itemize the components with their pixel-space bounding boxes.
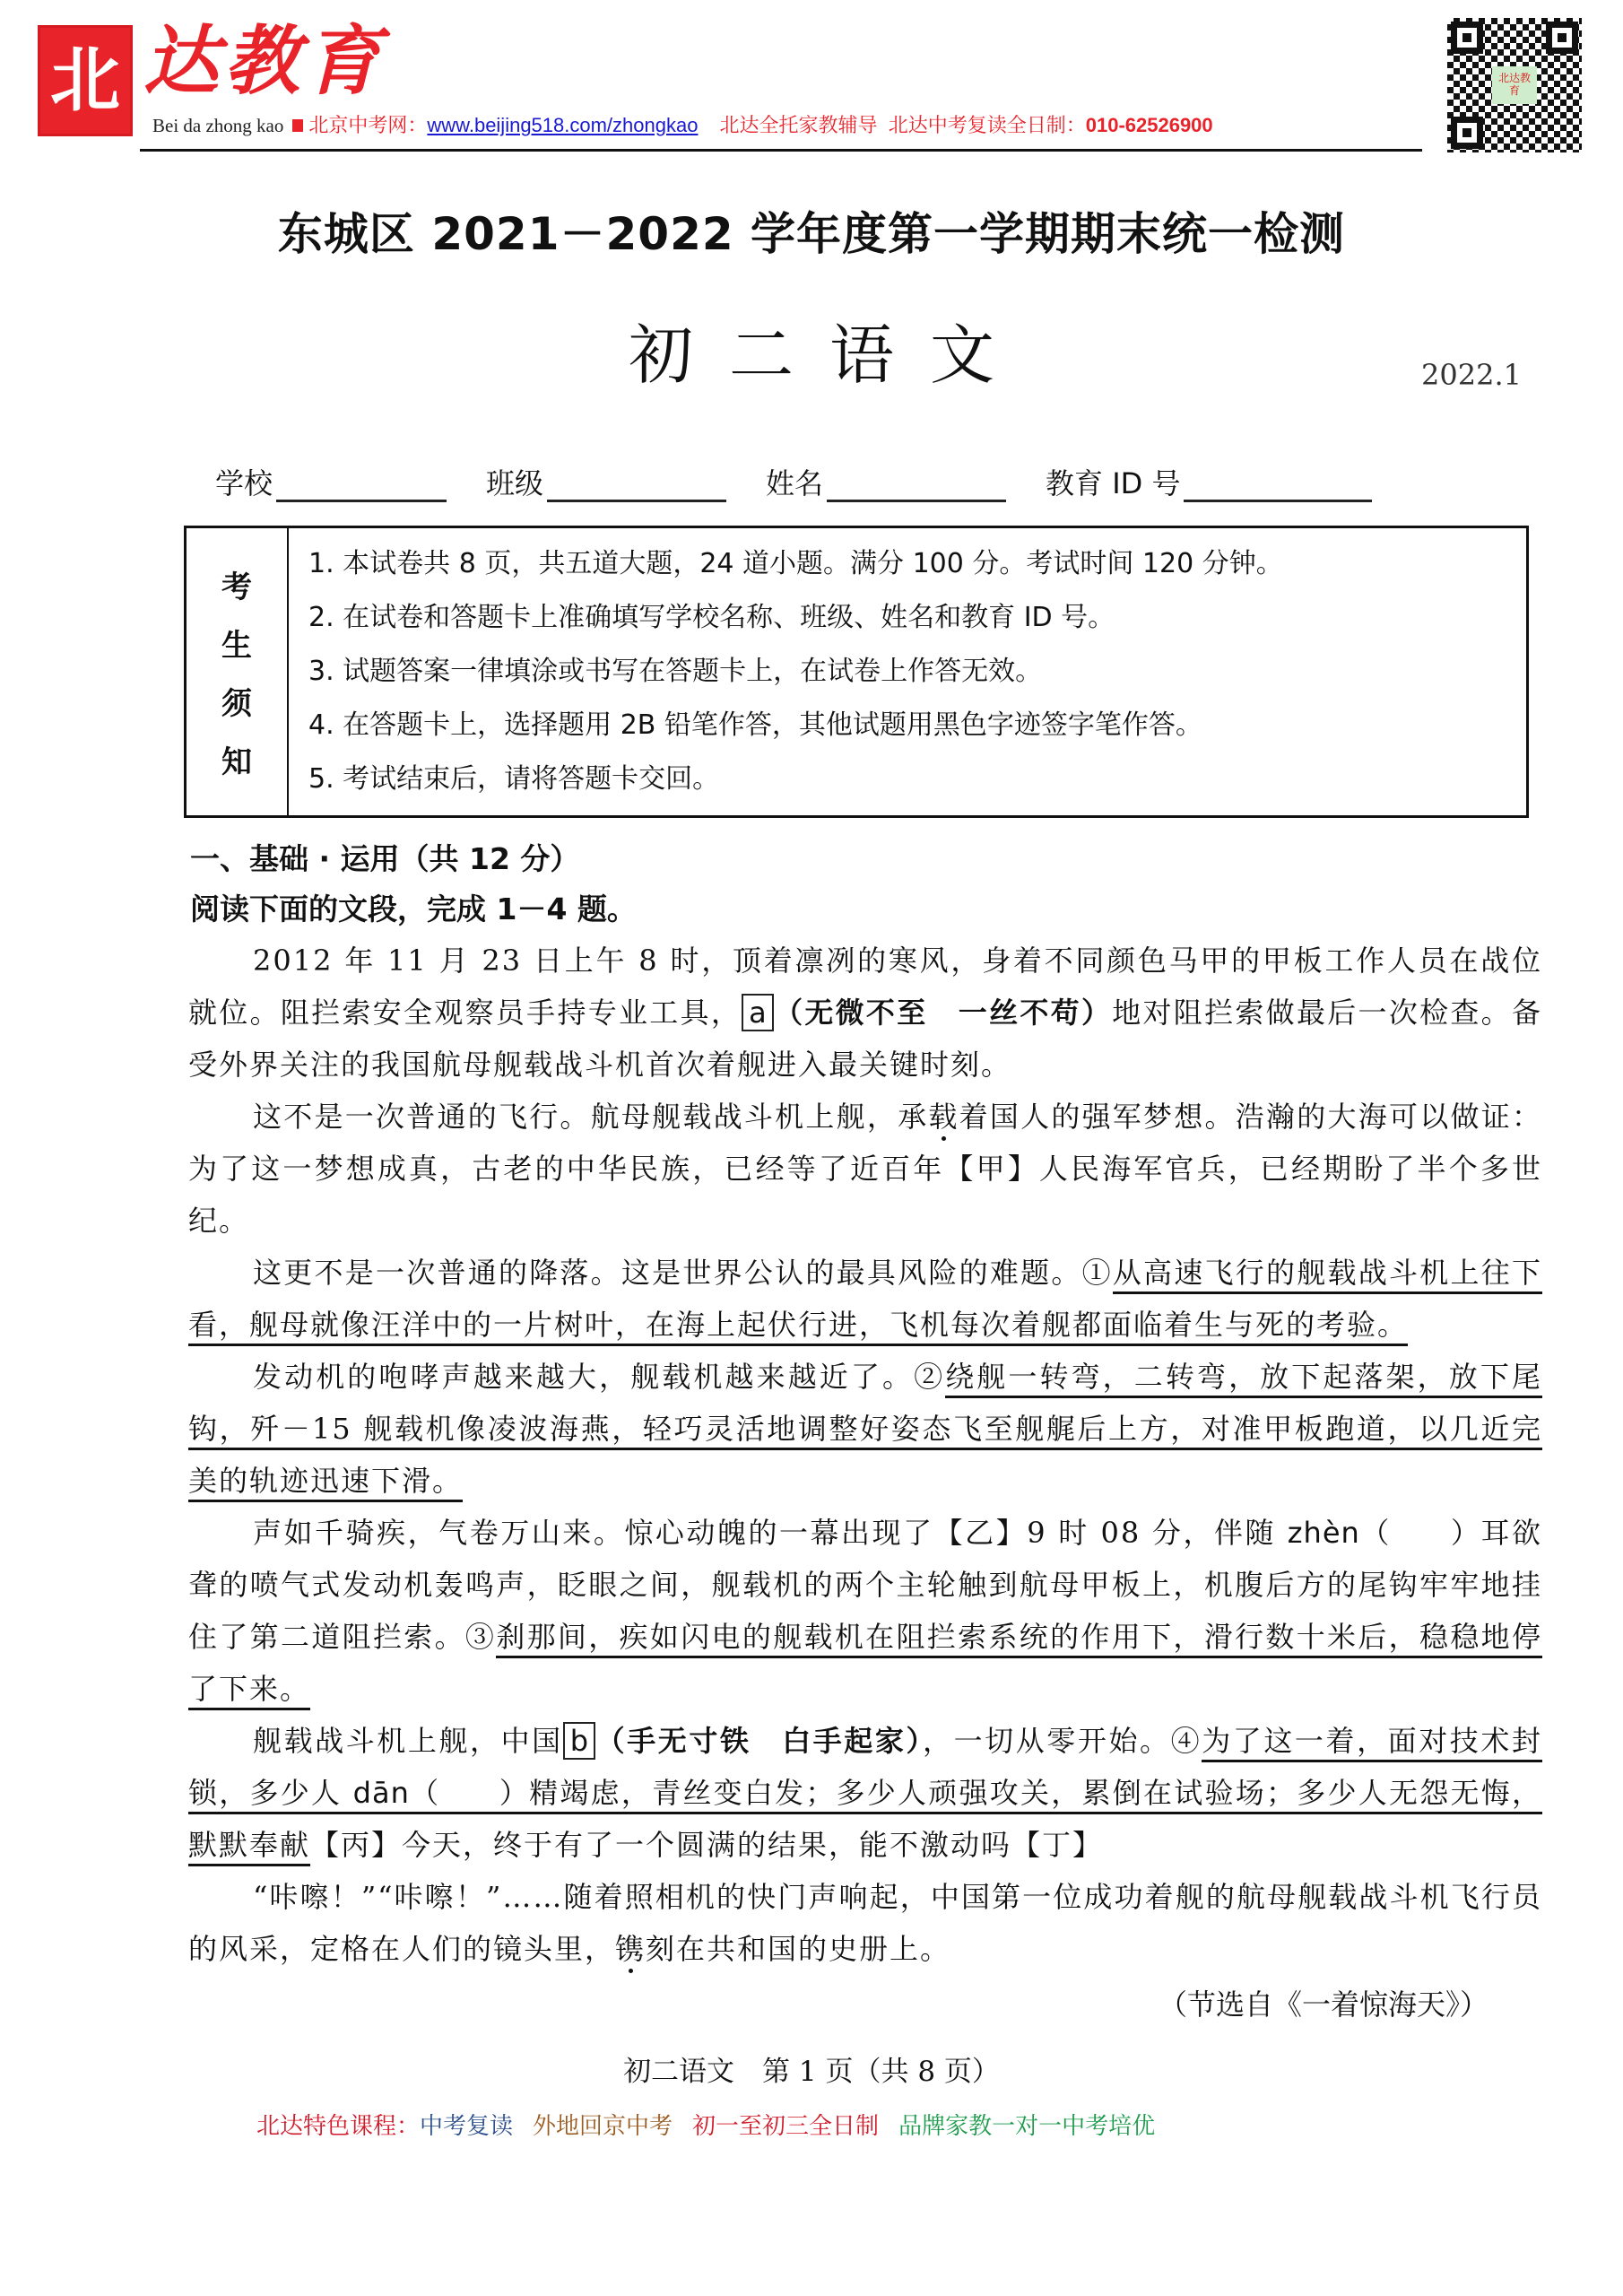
bullet-icon [292,119,303,132]
blank-box-a: a [742,994,774,1031]
notice-item: 1. 本试卷共 8 页，共五道大题，24 道小题。满分 100 分。考试时间 120 分钟。 [308,548,1283,579]
notice-heading-char: 须 [221,686,252,722]
logo-badge [38,25,133,136]
underlined-sentence-4a: 为了这一着，面对技术封锁，多少人 [188,1724,1542,1814]
ad-item: 初一至初三全日制 [692,2112,880,2139]
notice-heading [187,528,289,815]
text: 声如千骑疾，气卷万山来。惊心动魄的一幕出现了【乙】9 时 08 分，伴随 [253,1516,1288,1550]
school-blank[interactable] [276,469,447,502]
school-field[interactable] [215,456,447,502]
name-field[interactable] [766,456,1006,502]
notice-heading-char: 考 [221,570,252,605]
ad-item: 外地回京中考 [533,2112,673,2139]
section-instruction: 阅读下面的文段，完成 1－4 题。 [190,891,637,926]
qr-center-logo: 北达教育 [1492,66,1537,104]
logo-subtitle: Bei da zhong kao [152,115,284,136]
page-header [0,0,1623,170]
header-site [308,109,698,142]
paragraph-1 [188,935,1542,1091]
logo-text: 达教育 [143,16,386,105]
exam-title: 东城区 2021－2022 学年度第一学期期末统一检测 [277,208,1346,260]
text: 这不是一次普通的飞行。航母舰载战斗机上舰，承 [253,1100,929,1134]
logo-char: 北 [49,39,120,121]
paragraph-6 [188,1715,1542,1871]
ad-item: 品牌家教一对一中考培优 [898,2112,1156,2139]
text: 着国人的强军梦想。浩瀚的大海可以做证：为了这一梦想成真，古老的中华民族，已经等了近百年【甲】人民海军官兵，已经期盼了半个多世纪。 [188,1100,1542,1238]
notice-heading-char: 生 [221,628,252,664]
site-label: 北京中考网： [308,114,428,136]
field-label: 姓名 [766,466,824,500]
exam-notice-box [184,526,1529,818]
text: 耳欲聋的喷气式发动机轰鸣声，眨眼之间，舰载机的两个主轮触到航母甲板上，机腹后方的尾钩牢牢地挂住了第二道阻拦索。③ [188,1516,1542,1654]
passage-source: （节选自《一着惊海天》） [1158,1987,1488,2022]
underlined-sentence-2: 绕舰一转弯，二转弯，放下起落架，放下尾钩，歼－15 舰载机像凌波海燕，轻巧灵活地调整好姿态飞至舰艉后上方，对准甲板跑道，以几近完美的轨迹迅速下滑。 [188,1360,1542,1502]
field-label: 教育 ID 号 [1046,466,1181,500]
pinyin-blank-zhen[interactable]: zhèn（ ） [1287,1516,1481,1550]
student-info-fields [215,456,1542,502]
emphasis-char: 载 [928,1100,959,1134]
word-options-a: （无微不至 一丝不苟） [773,996,1113,1030]
field-label: 班级 [486,466,544,500]
site-url-link[interactable]: www.beijing518.com/zhongkao [427,114,699,136]
exam-subject: 初二语文 [628,317,1030,393]
reading-passage [188,935,1542,1975]
education-id-field[interactable] [1046,456,1372,502]
text: ，一切从零开始。④ [923,1724,1202,1758]
paragraph-4 [188,1351,1542,1507]
notice-heading-char: 知 [221,744,252,780]
page-number: 初二语文 第 1 页（共 8 页） [623,2056,1000,2088]
footer-ads [256,2109,1542,2142]
paragraph-3 [188,1247,1542,1351]
text: 2012 年 11 月 23 日上午 8 时，顶着凛冽的寒风，身着不同颜色马甲的甲板工作人员在战位就位。阻拦索安全观察员手持专业工具， [188,944,1542,1030]
name-blank[interactable] [827,469,1006,502]
notice-item: 4. 在答题卡上，选择题用 2B 铅笔作答，其他试题用黑色字迹签字笔作答。 [308,709,1202,741]
text: 刻在共和国的史册上。 [646,1932,951,1966]
text: “咔嚓！”“咔嚓！”……随着照相机的快门声响起，中国第一位成功着舰的航母舰载战斗机飞行员的风采，定格在人们的镜头里， [188,1880,1542,1966]
text: 舰载战斗机上舰，中国 [253,1724,563,1758]
ad-item: 中考复读 [420,2112,514,2139]
underlined-sentence-4b: 精竭虑，青丝变白发；多少人顽强攻关，累倒在试验场；多少人无怨无悔，默默奉献 [188,1776,1542,1866]
header-info-row [152,109,1426,142]
class-field[interactable] [486,456,726,502]
pinyin-blank-dan[interactable]: dān（ ） [353,1776,529,1814]
phone-number: 010-62526900 [1085,114,1213,136]
education-id-blank[interactable] [1184,469,1372,502]
paragraph-7 [188,1871,1542,1975]
header-promo [719,109,1212,142]
text: 发动机的咆哮声越来越大，舰载机越来越近了。② [253,1360,946,1394]
underlined-sentence-1: 从高速飞行的舰载战斗机上往下看，舰母就像汪洋中的一片树叶，在海上起伏行进，飞机每次着舰都面临着生与死的考验。 [188,1256,1542,1346]
paragraph-5 [188,1507,1542,1715]
word-options-b: （手无寸铁 白手起家） [595,1724,923,1758]
paragraph-2 [188,1091,1542,1247]
notice-item: 5. 考试结束后，请将答题卡交回。 [308,763,720,795]
notice-list [289,528,1526,815]
underlined-sentence-3: 刹那间，疾如闪电的舰载机在阻拦索系统的作用下，滑行数十米后，稳稳地停了下来。 [188,1620,1542,1710]
text: 这更不是一次普通的降落。这是世界公认的最具风险的难题。① [253,1256,1113,1290]
header-divider [140,149,1422,152]
text: 【丙】今天，终于有了一个圆满的结果，能不激动吗【丁】 [310,1828,1104,1862]
emphasis-char: 镌 [615,1932,647,1966]
promo-2-label: 北达中考复读全日制： [888,114,1086,136]
promo-1: 北达全托家教辅导 [719,114,878,136]
subject-row [0,312,1623,398]
blank-box-b: b [563,1722,595,1760]
text: 地对阻拦索做最后一次检查。备受外界关注的我国航母舰载战斗机首次着舰进入最关键时刻。 [188,996,1542,1082]
qr-code-icon [1447,18,1582,152]
notice-item: 2. 在试卷和答题卡上准确填写学校名称、班级、姓名和教育 ID 号。 [308,602,1115,633]
ads-label: 北达特色课程： [256,2112,421,2139]
exam-date: 2022.1 [1421,358,1522,392]
notice-item: 3. 试题答案一律填涂或书写在答题卡上，在试卷上作答无效。 [308,656,1043,687]
section-title: 一、基础 · 运用（共 12 分） [190,841,580,876]
class-blank[interactable] [547,469,726,502]
field-label: 学校 [215,466,273,500]
page-content [0,204,1623,2142]
